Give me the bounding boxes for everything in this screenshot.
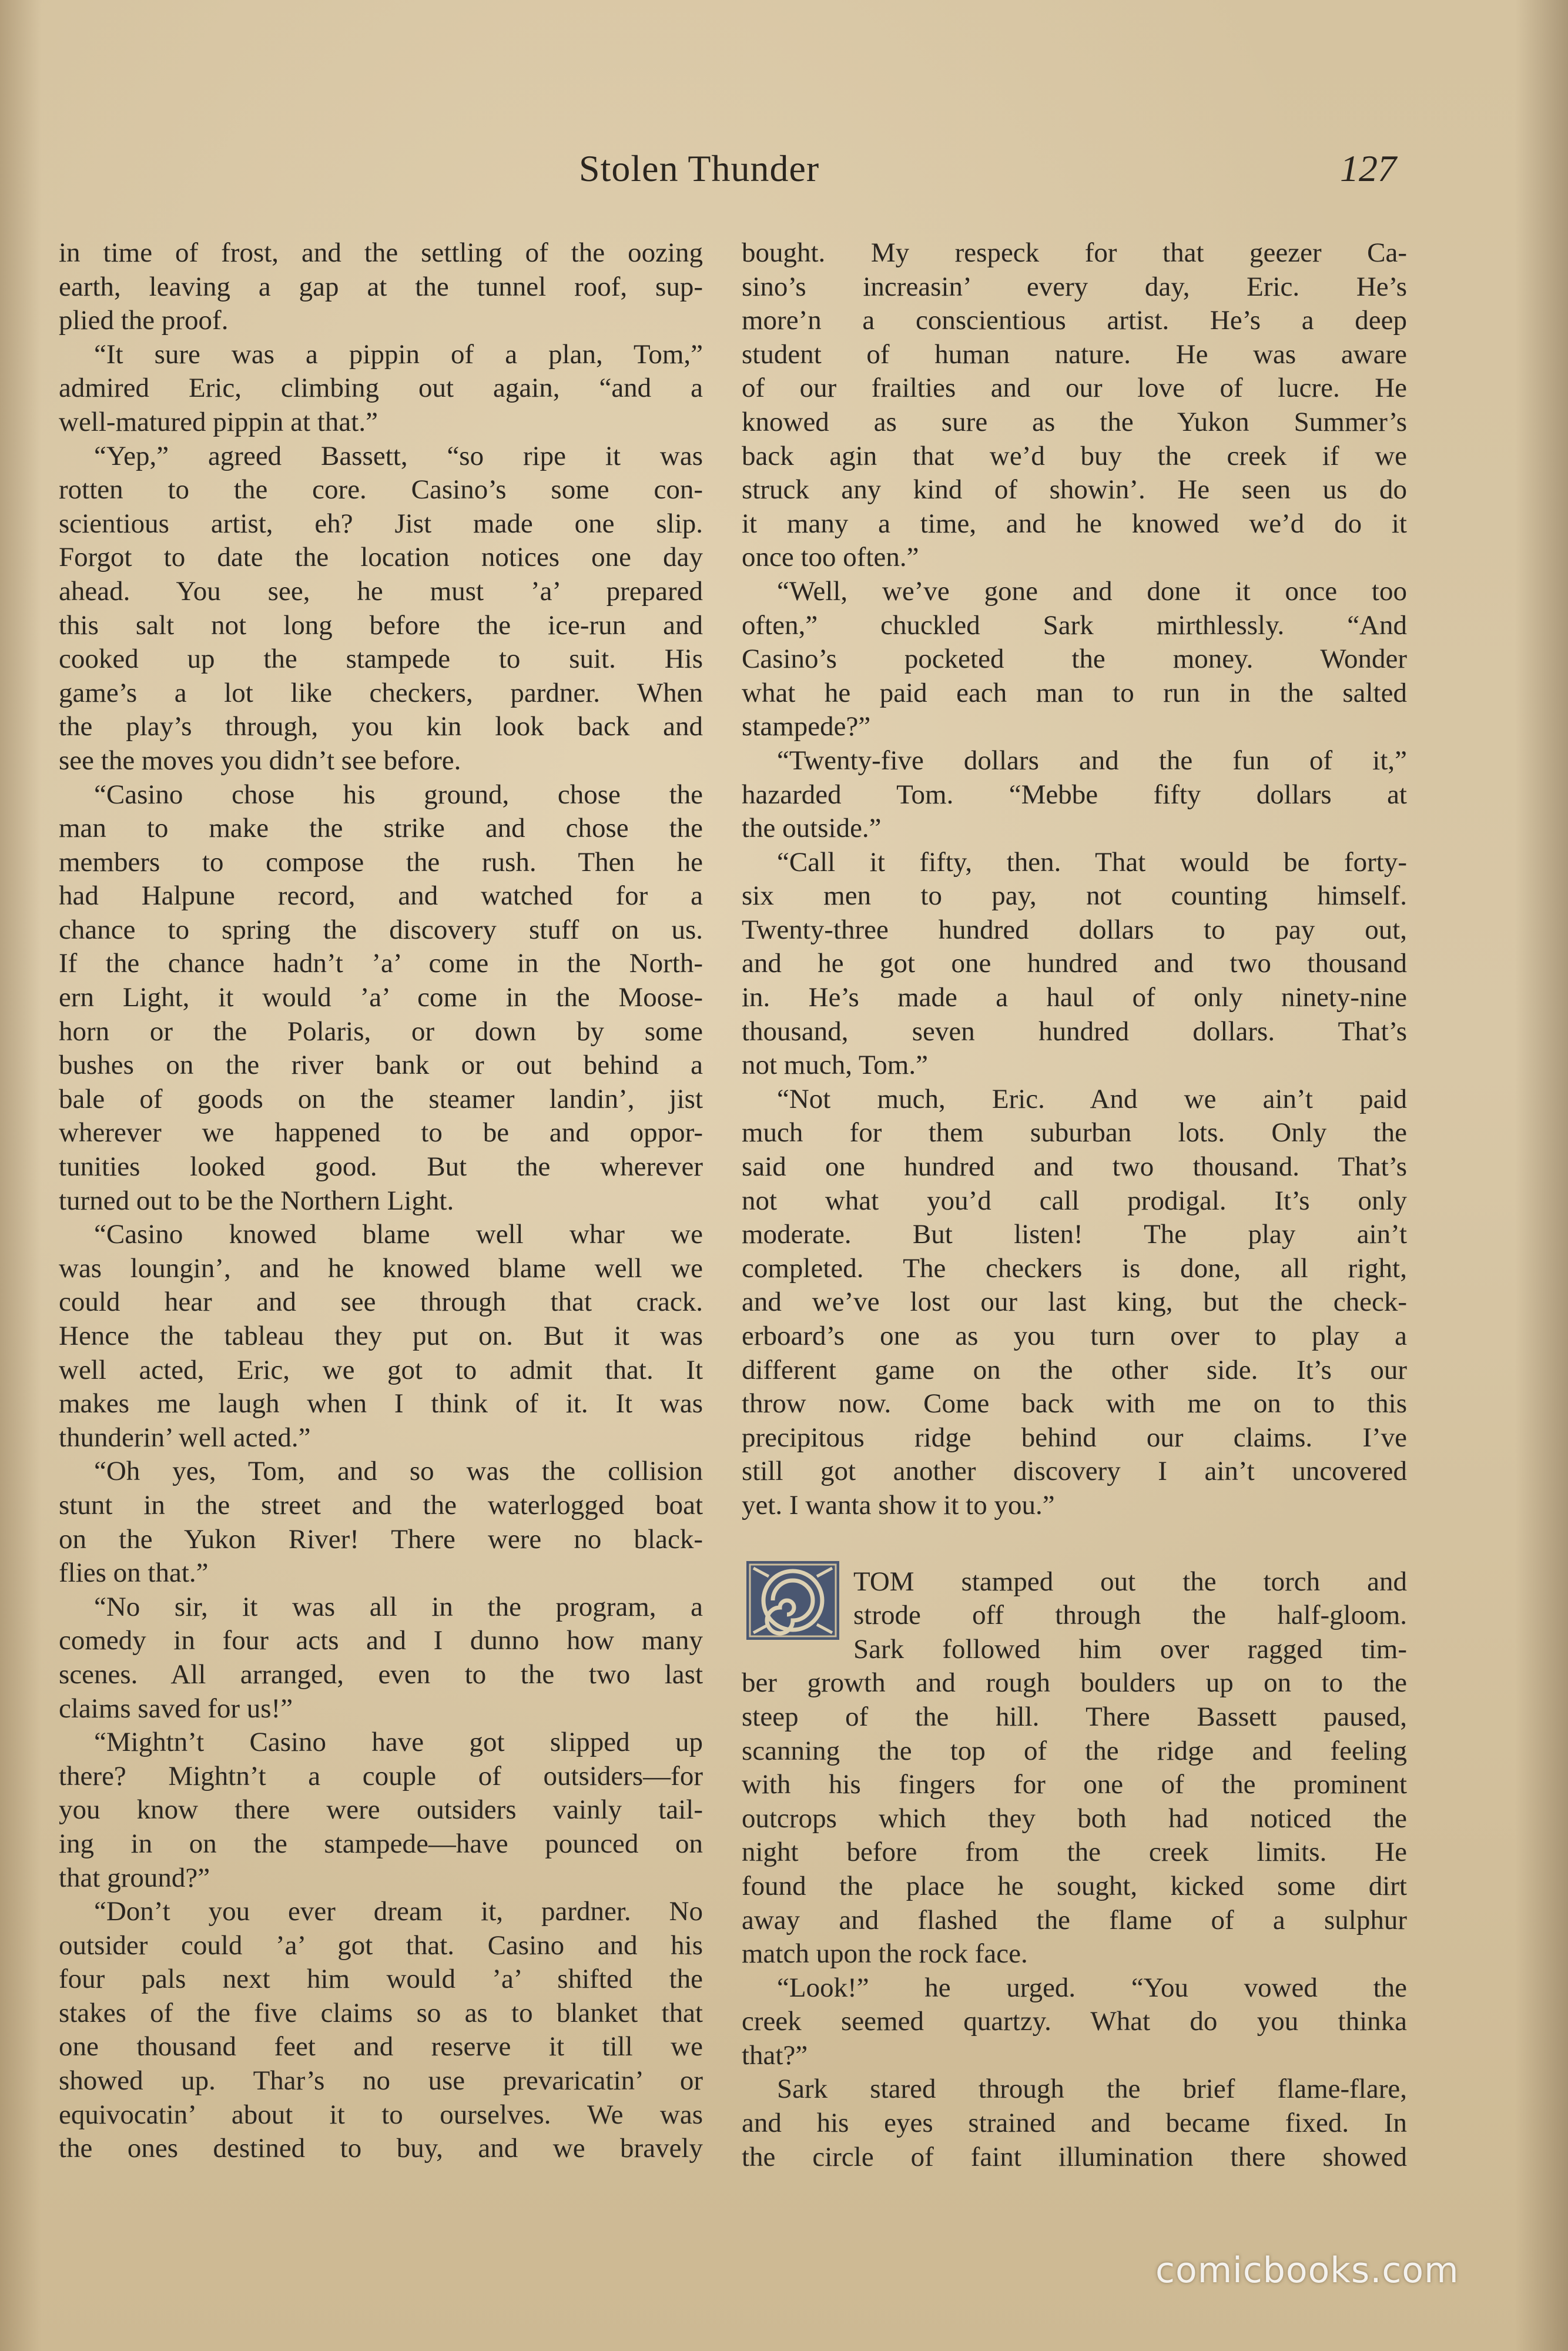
text-line: the play’s through, you kin look back and [59, 711, 703, 742]
text-line: “Well, we’ve gone and done it once too [777, 575, 1407, 607]
text-line: that?” [742, 2039, 808, 2071]
text-line: creek seemed quartzy. What do you thinka [742, 2006, 1407, 2037]
text-line: “Casino chose his ground, chose the [94, 779, 703, 810]
text-line: “Oh yes, Tom, and so was the collision [94, 1456, 703, 1487]
text-line: stunt in the street and the waterlogged boat [59, 1489, 703, 1521]
text-line: scientious artist, eh? Jist made one slip. [59, 508, 703, 539]
text-line: man to make the strike and chose the [59, 813, 703, 844]
text-line: it many a time, and he knowed we’d do it [742, 508, 1407, 539]
text-line: still got another discovery I ain’t uncovered [742, 1456, 1407, 1487]
running-title: Stolen Thunder [579, 148, 820, 189]
text-line: members to compose the rush. Then he [59, 846, 703, 878]
text-line: Forgot to date the location notices one day [59, 542, 703, 573]
left-column [59, 236, 703, 2166]
text-line: often,” chuckled Sark mirthlessly. “And [742, 609, 1407, 641]
text-line: “Mightn’t Casino have got slipped up [94, 1727, 703, 1758]
text-line: Casino’s pocketed the money. Wonder [742, 644, 1407, 675]
text-line: with his fingers for one of the prominent [742, 1769, 1407, 1800]
text-line: “Yep,” agreed Bassett, “so ripe it was [94, 440, 703, 471]
text-line: “No sir, it was all in the program, a [94, 1591, 703, 1622]
text-line: bushes on the river bank or out behind a [59, 1050, 703, 1081]
text-line: flies on that.” [59, 1558, 209, 1589]
text-line: night before from the creek limits. He [742, 1837, 1407, 1868]
text-line: plied the proof. [59, 305, 229, 336]
text-line: and we’ve lost our last king, but the check- [742, 1287, 1407, 1318]
text-line: ing in on the stampede—have pounced on [59, 1828, 703, 1859]
text-line: scanning the top of the ridge and feeling [742, 1735, 1407, 1766]
text-line: well-matured pippin at that.” [59, 406, 378, 437]
text-line: showed up. Thar’s no use prevaricatin’ or [59, 2065, 703, 2097]
text-line: knowed as sure as the Yukon Summer’s [742, 406, 1407, 437]
text-line: could hear and see through that crack. [59, 1287, 703, 1318]
text-line: claims saved for us!” [59, 1693, 293, 1724]
text-line: scenes. All arranged, even to the two last [59, 1659, 703, 1690]
text-line: had Halpune record, and watched for a [59, 880, 703, 912]
page-number: 127 [1340, 148, 1396, 189]
text-line: makes me laugh when I think of it. It was [59, 1388, 703, 1419]
text-line: ber growth and rough boulders up on to the [742, 1667, 1407, 1699]
text-line: steep of the hill. There Bassett paused, [742, 1701, 1407, 1732]
swirl-ornament-icon [745, 1560, 840, 1641]
text-line: was loungin’, and he knowed blame well we [59, 1252, 703, 1284]
text-line: “Call it fifty, then. That would be forty- [777, 846, 1407, 878]
text-line: “Twenty-five dollars and the fun of it,” [777, 745, 1407, 776]
text-line: outsider could ’a’ got that. Casino and his [59, 1930, 703, 1961]
text-line: Hence the tableau they put on. But it was [59, 1321, 703, 1351]
text-line: tunities looked good. But the wherever [59, 1151, 703, 1183]
text-line: there? Mightn’t a couple of outsiders—for [59, 1760, 703, 1791]
text-line: “Don’t you ever dream it, pardner. No [94, 1896, 703, 1927]
text-line: completed. The checkers is done, all right, [742, 1252, 1407, 1284]
text-line: found the place he sought, kicked some dirt [742, 1870, 1407, 1901]
text-line: erboard’s one as you turn over to play a [742, 1321, 1407, 1351]
text-line: see the moves you didn’t see before. [59, 745, 461, 776]
text-line: bale of goods on the steamer landin’, jist [59, 1083, 703, 1114]
text-line: bought. My respeck for that geezer Ca- [742, 237, 1407, 268]
text-line: chance to spring the discovery stuff on us. [59, 914, 703, 945]
text-line: you know there were outsiders vainly tail- [59, 1794, 703, 1826]
text-line: yet. I wanta show it to you.” [742, 1489, 1055, 1521]
text-line: thousand, seven hundred dollars. That’s [742, 1016, 1407, 1047]
text-line: precipitous ridge behind our claims. I’ve [742, 1422, 1407, 1453]
text-line: “It sure was a pippin of a plan, Tom,” [94, 339, 703, 370]
text-line: turned out to be the Northern Light. [59, 1185, 454, 1216]
text-line: stampede?” [742, 711, 871, 742]
text-line: stakes of the five claims so as to blanket that [59, 1997, 703, 2028]
section-break [742, 1523, 1407, 1565]
text-line: Sark stared through the brief flame-flare, [777, 2074, 1407, 2105]
text-line: comedy in four acts and I dunno how many [59, 1625, 703, 1656]
text-line: well acted, Eric, we got to admit that. It [59, 1354, 703, 1385]
text-line: once too often.” [742, 542, 919, 573]
text-line: six men to pay, not counting himself. [742, 880, 1407, 912]
text-line: admired Eric, climbing out again, “and a [59, 373, 703, 404]
text-line: strode off through the half-gloom. [853, 1600, 1407, 1631]
text-line: TOM stamped out the torch and [853, 1566, 1407, 1597]
text-line: moderate. But listen! The play ain’t [742, 1219, 1407, 1250]
text-line: game’s a lot like checkers, pardner. When [59, 677, 703, 708]
text-line: said one hundred and two thousand. That’s [742, 1151, 1407, 1183]
text-line: rotten to the core. Casino’s some con- [59, 474, 703, 505]
text-line: the outside.” [742, 813, 882, 844]
text-line: sino’s increasin’ every day, Eric. He’s [742, 271, 1407, 302]
text-line: this salt not long before the ice-run and [59, 609, 703, 641]
text-line: If the chance hadn’t ’a’ come in the North- [59, 948, 703, 979]
watermark: comicbooks.com [1155, 2250, 1459, 2291]
text-line: what he paid each man to run in the salted [742, 677, 1407, 708]
text-line: student of human nature. He was aware [742, 339, 1407, 370]
text-line: that ground?” [59, 1862, 210, 1893]
text-line: ahead. You see, he must ’a’ prepared [59, 575, 703, 607]
text-line: in time of frost, and the settling of the oozing [59, 237, 703, 268]
text-line: Sark followed him over ragged tim- [853, 1633, 1407, 1665]
text-line: the circle of faint illumination there showed [742, 2141, 1407, 2172]
text-line: throw now. Come back with me on to this [742, 1388, 1407, 1419]
running-head [0, 147, 1568, 194]
text-line: match upon the rock face. [742, 1938, 1028, 1970]
text-line: struck any kind of showin’. He seen us do [742, 474, 1407, 505]
text-line: of our frailties and our love of lucre. He [742, 373, 1407, 404]
text-line: and he got one hundred and two thousand [742, 948, 1407, 979]
text-line: in. He’s made a haul of only ninety-nine [742, 982, 1407, 1013]
text-line: “Not much, Eric. And we ain’t paid [777, 1083, 1407, 1114]
text-line: horn or the Polaris, or down by some [59, 1016, 703, 1047]
text-line: away and flashed the flame of a sulphur [742, 1904, 1407, 1935]
right-column [742, 236, 1407, 2174]
text-line: “Look!” he urged. “You vowed the [777, 1972, 1407, 2003]
text-line: more’n a conscientious artist. He’s a deep [742, 305, 1407, 336]
text-line: one thousand feet and reserve it till we [59, 2031, 703, 2062]
text-line: equivocatin’ about it to ourselves. We was [59, 2099, 703, 2130]
text-line: Twenty-three hundred dollars to pay out, [742, 914, 1407, 945]
text-line: different game on the other side. It’s our [742, 1354, 1407, 1385]
text-line: on the Yukon River! There were no black- [59, 1523, 703, 1555]
text-line: ern Light, it would ’a’ come in the Moose- [59, 982, 703, 1013]
text-line: four pals next him would ’a’ shifted the [59, 1964, 703, 1995]
text-line: earth, leaving a gap at the tunnel roof, sup- [59, 271, 703, 302]
text-line: not much, Tom.” [742, 1050, 928, 1081]
text-line: and his eyes strained and became fixed. In [742, 2108, 1407, 2139]
text-line: thunderin’ well acted.” [59, 1422, 311, 1453]
text-line: outcrops which they both had noticed the [742, 1803, 1407, 1834]
text-line: back agin that we’d buy the creek if we [742, 440, 1407, 471]
text-line: much for them suburban lots. Only the [742, 1117, 1407, 1148]
text-line: not what you’d call prodigal. It’s only [742, 1185, 1407, 1216]
text-line: the ones destined to buy, and we bravely [59, 2133, 703, 2164]
text-line: cooked up the stampede to suit. His [59, 644, 703, 675]
text-line: wherever we happened to be and oppor- [59, 1117, 703, 1148]
text-line: “Casino knowed blame well whar we [94, 1219, 703, 1250]
text-line: hazarded Tom. “Mebbe fifty dollars at [742, 779, 1407, 810]
